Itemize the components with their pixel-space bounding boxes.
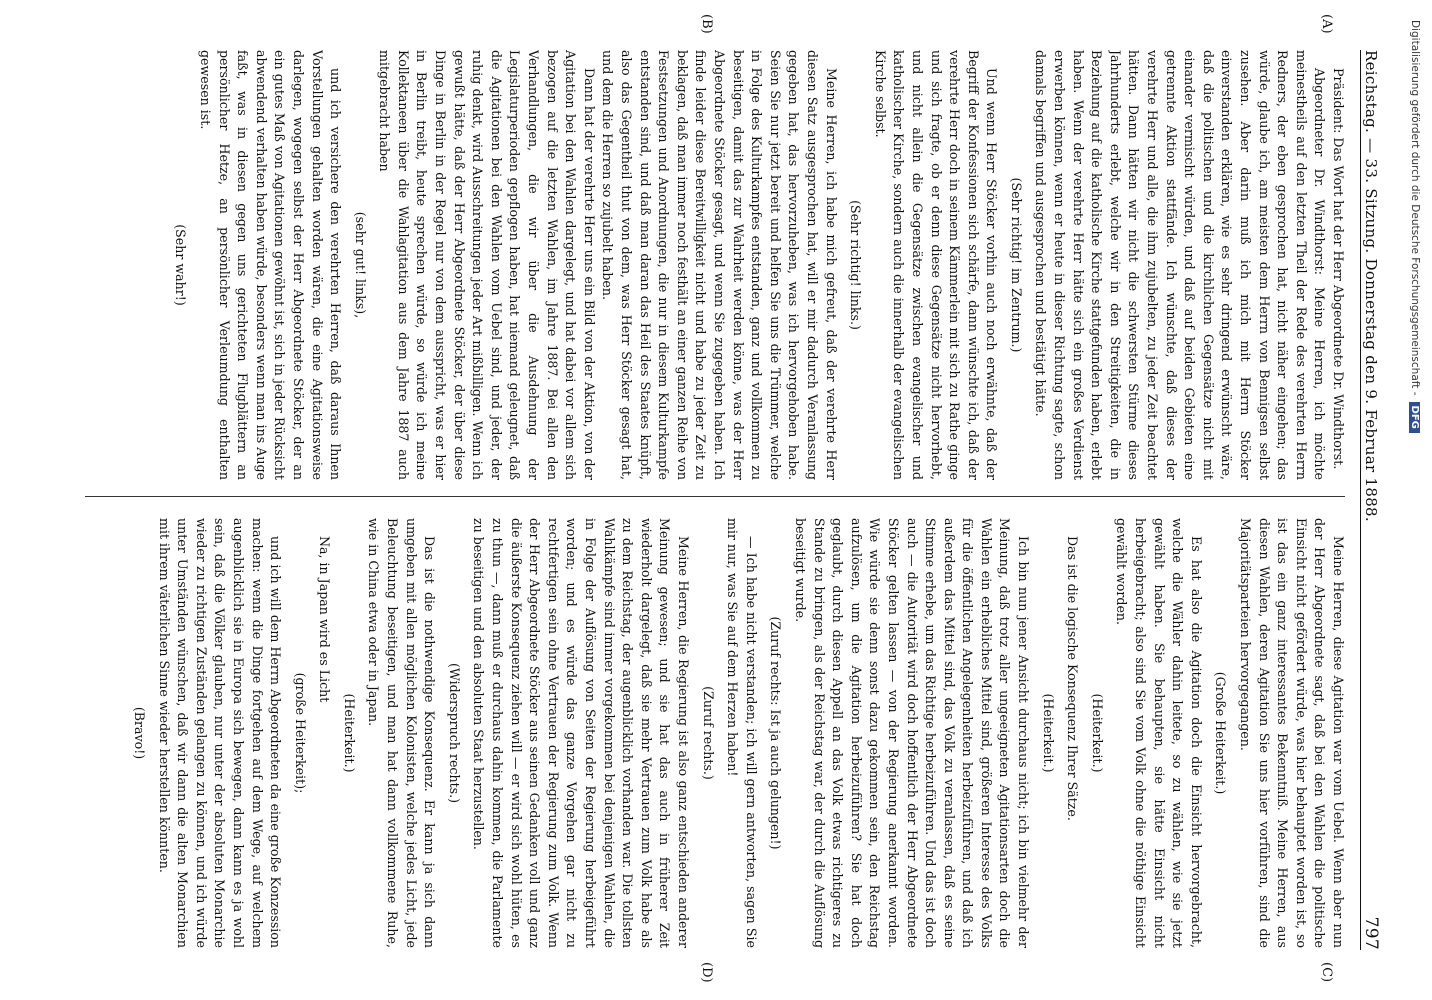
- interjection: (Sehr richtig! im Zentrum.): [1008, 177, 1024, 353]
- interjection: (Zuruf rechts.): [700, 686, 716, 780]
- header-title: Reichstag. — 33. Sitzung. Donnerstag den 9. Februar 1888.: [1361, 50, 1380, 522]
- paragraph: Präsident: Das Wort hat der Herr Abgeordnete Dr. Windthorst.: [1331, 68, 1346, 470]
- interjection: (Zuruf rechts: Ist ja auch gelungen!): [768, 616, 784, 850]
- paragraph: Meine Herren, ich habe mich gefreut, daß der verehrte Herr diesen Satz ausgesprochen hat, will er mir dadurch Veranlassung gegeben hat, das hervorzuheben, was ich hervorgehoben habe. Seien Sie nur jetzt bereit und helfen Sie uns die Trümmer, welche in Folge des Kulturkampfes entstanden, ganz und vollkommen zu beseitigen, damit das zur Wahrheit werden könne, was der Herr Abgeordnete Stöcker gesagt, und wenn Sie zugegeben haben. Ich finde leider diese Bereitwilligkeit nicht und habe zu jeder Zeit zu beklagen, daß man immer noch festhält an einer ganzen Reihe von Festsetzungen und Anordnungen, die nur in diesem Kulturkampfe entstanden sind, und daß man daran das Heil des Staates knüpft, also das Gegentheil thut von dem, was Herr Stöcker gesagt hat, und dem die Herren so zujubelt haben.: [600, 50, 839, 480]
- paragraph: Abgeordneter Dr. Windthorst: Meine Herren, ich möchte meinestheils auf den letzten Theil der Rede des verehrten Herrn Redners, der eben gesprochen hat, nicht näher eingehen; das würde, glaube ich, am meisten dem Herrn von Bennigsen selbst zusehen. Aber darin muß ich mich mit Herrn Stöcker einverstanden erklären, wie es sehr dringend erwünscht wäre, daß die politischen und die kirchlichen Gegensätze nicht mit einander vermischt würden, und daß auf beiden Gebieten eine getrennte Aktion stattfände. Ich wünschte, daß dieses der verehrte Herr und alle, die ihm zujubelten, zu jeder Zeit beachtet hätten. Dann hätten wir nicht die schwersten Stürme dieses Jahrhunderts erlebt, welche wir in den Streitigkeiten, die in Beziehung auf die katholische Kirche stattgefunden haben, erlebt haben. Wenn der verehrte Herr hätte sich ein großes Verdienst erwerben können, wenn er heute in dieser Richtung sagte, schon damals begriffen und ausgesprochen und bestätigt hätte.: [1033, 50, 1328, 480]
- page-header: [1360, 50, 1391, 950]
- paragraph: Ich bin nun jener Ansicht durchaus nicht; ich bin vielmehr der Meinung, daß trotz aller ungeeigneten Agitationsarten doch die Wahlen ein erhebliches Mittel sind, größeren Interesse des Volks für die öffentlichen Angelegenheiten herbeizuführen, und daß ich außerdem das Mittel sind, das Volk zu veranlassen, daß es seine Stimme erhebe, um das Richtige herbeizuführen. Und das ist doch auch — die Autorität wird doch hoffentlich der Herr Abgeordnete Stöcker gelten lassen — von der Regierung anerkannt worden. Wie würde sie denn sonst dazu gekommen sein, den Reichstag aufzulösen, um die Agitation herbeizuführen? Sie hat doch geglaubt, durch diesen Appell an das Volk etwas richtigeres zu Stande zu bringen, als der Reichstag war, der durch die Auflösung beseitigt wurde.: [792, 518, 1032, 948]
- margin-mark-b: (B): [699, 14, 714, 34]
- interjection: (Bravo!): [131, 706, 147, 760]
- page-number: 797: [1360, 916, 1381, 950]
- right-column: [77, 518, 1347, 948]
- interjection: (sehr gut! links),: [352, 211, 368, 319]
- left-column: [77, 50, 1347, 480]
- interjection: (Heiterkeit.): [1040, 693, 1056, 773]
- dfg-logo: DFG: [1409, 402, 1420, 433]
- paragraph: und ich versichere den verehrten Herren, daß daraus Ihnen Vorstellungen gehalten worden wären, die eine Agitationsweise darlegen, wogegen selbst der Herr Abgeordnete Stöcker, der an ein gutes Maß von Agitationen gewöhnt ist, sich in jeder Rücksicht abwendend verhalten haben würde, besonders wenn man ins Auge faßt, was in diesen gegen uns gerichteten Flugblättern an persönlicher Hetze, an persönlicher Verleumdung enthalten gewesen ist.: [197, 50, 344, 480]
- paragraph: Es hat also die Agitation doch die Einsicht hervorgebracht, welche die Wähler dahin leitete, so zu wählen, wie sie jetzt gewählt haben. Sie behaupten, sie hätte Einsicht nicht herbeigebracht; also sind Sie vom Volk ohne die nöthige Einsicht gewählt worden.: [1114, 518, 1204, 948]
- interjection: (Sehr wahr!): [173, 224, 189, 306]
- paragraph: Dann hat der verehrte Herr uns ein Bild von der Aktion, von der Agitation bei den Wahlen dargelegt, und hat dabei vor allem sich bezogen auf die letzten Wahlen, im Jahre 1887. Bei allen den Verhandlungen, die wir über die Ausdehnung der Legislaturperioden gepflogen haben, hat niemand geleugnet, daß die Agitationen bei den Wahlen vom Uebel sind, und jeder, der ruhig denkt, wird Ausschreitungen jeder Art mißbilligen. Wenn ich gewußt hätte, daß der Herr Abgeordnete Stöcker, der über diese Dinge in Berlin in der Regel nur von dem ausspricht, was er hier in Berlin treibt, heute sprechen würde, so würde ich meine Kollektaneen über die Wahlagitation aus dem Jahre 1887 auch mitgebracht haben: [377, 50, 597, 480]
- paragraph: Na, in Japan wird es Licht: [317, 536, 333, 703]
- interjection: (Heiterkeit.): [341, 693, 357, 773]
- paragraph: Meine Herren, die Regierung ist also ganz entschieden anderer Meinung gewesen; und sie hat das auch in früherer Zeit wiederholt dargelegt, daß sie mehr Vertrauen zum Volk habe als zu dem Reichstag, der augenblicklich vorhanden war. Die tollsten Wahlkämpfe sind immer vorgekommen bei denjenigen Wahlen, die in Folge der Auflösung von Seiten der Regierung herbeigeführt worden; und es würde das ganze Vorgehen gar nicht zu rechtfertigen sein ohne Vertrauen der Regierung zum Volk. Wenn der Herr Abgeordnete Stöcker aus seinen Gedanken voll und ganz die äußerste Konsequenz ziehen will — er wird sich wohl hüten, es zu thun —, dann muß er durchaus dahin kommen, die Parlamente zu beseitigen und den absoluten Staat herzustellen.: [471, 518, 691, 948]
- interjection: (große Heiterkeit);: [292, 672, 308, 794]
- interjection: (Widerspruch rechts.): [446, 662, 462, 804]
- paragraph: Das ist die logische Konsequenz Ihrer Sätze.: [1065, 536, 1081, 821]
- digitization-credit: Digitalisierung gefördert durch die Deutsche Forschungsgemeinschaft -: [1409, 20, 1421, 396]
- digitization-note: [1399, 0, 1429, 1000]
- paragraph: — Ich habe nicht verstanden; ich will gern antworten, sagen Sie mir nur, was Sie auf dem Herzen haben!: [725, 518, 759, 948]
- margin-mark-a: (A): [1319, 14, 1334, 34]
- interjection: (Sehr richtig! links.): [848, 200, 864, 330]
- column-divider: [85, 496, 1345, 497]
- interjection: (Große Heiterkeit.): [1213, 671, 1229, 795]
- paragraph: Meine Herren, diese Agitation war vom Uebel. Wenn aber nun der Herr Abgeordnete sagt, daß bei den Wahlen die politische Einsicht nicht gefördert würde, was hier behauptet worden ist, so ist das ein ganz interessantes Bekenntniß. Meine Herren, aus diesen Wahlen, deren Agitation Sie uns hier vorführen, sind die Majoritätsparteien hervorgegangen.: [1238, 518, 1346, 948]
- document-page: [60, 0, 1405, 1000]
- margin-mark-c: (C): [1319, 962, 1334, 983]
- paragraph: Und wenn Herr Stöcker vorhin auch noch erwähnte, daß der Begriff der Konfessionen sich schärfe, dann wünschte ich, daß der verehrte Herr doch in seinem Kämmerlein mit sich zu Rathe ginge und sich fragte, ob er denn diese Gegensätze nicht hervorhebt, und nicht allein die Gegensätze zwischen evangelischer und katholischer Kirche, sondern auch die innerhalb der evangelischen Kirche selbst.: [872, 50, 1000, 480]
- interjection: (Heiterkeit.): [1089, 693, 1105, 773]
- paragraph: und ich will dem Herrn Abgeordneten da eine große Konzession machen: wenn die Dinge fortgehen auf dem Wege, auf welchem augenblicklich sie in Europa sich bewegen, dann kann es ja wohl sein, daß die Völker glauben, nur unter der absoluten Monarchie wieder zu richtigen Zuständen gelangen zu können, und ich würde unter Umständen wünschen, daß wir dann die alten Monarchien mit ihrem väterlichen Sinne wieder herstellen könnten.: [156, 518, 284, 948]
- margin-mark-d: (D): [699, 962, 714, 983]
- paragraph: Das ist die nothwendige Konsequenz. Er kann ja sich dann umgeben mit allen möglichen Kolonisten, welche jedes Licht, jede Beleuchtung beseitigen, und man hat dann vollkommene Ruhe, wie in China etwa oder in Japan.: [366, 518, 438, 948]
